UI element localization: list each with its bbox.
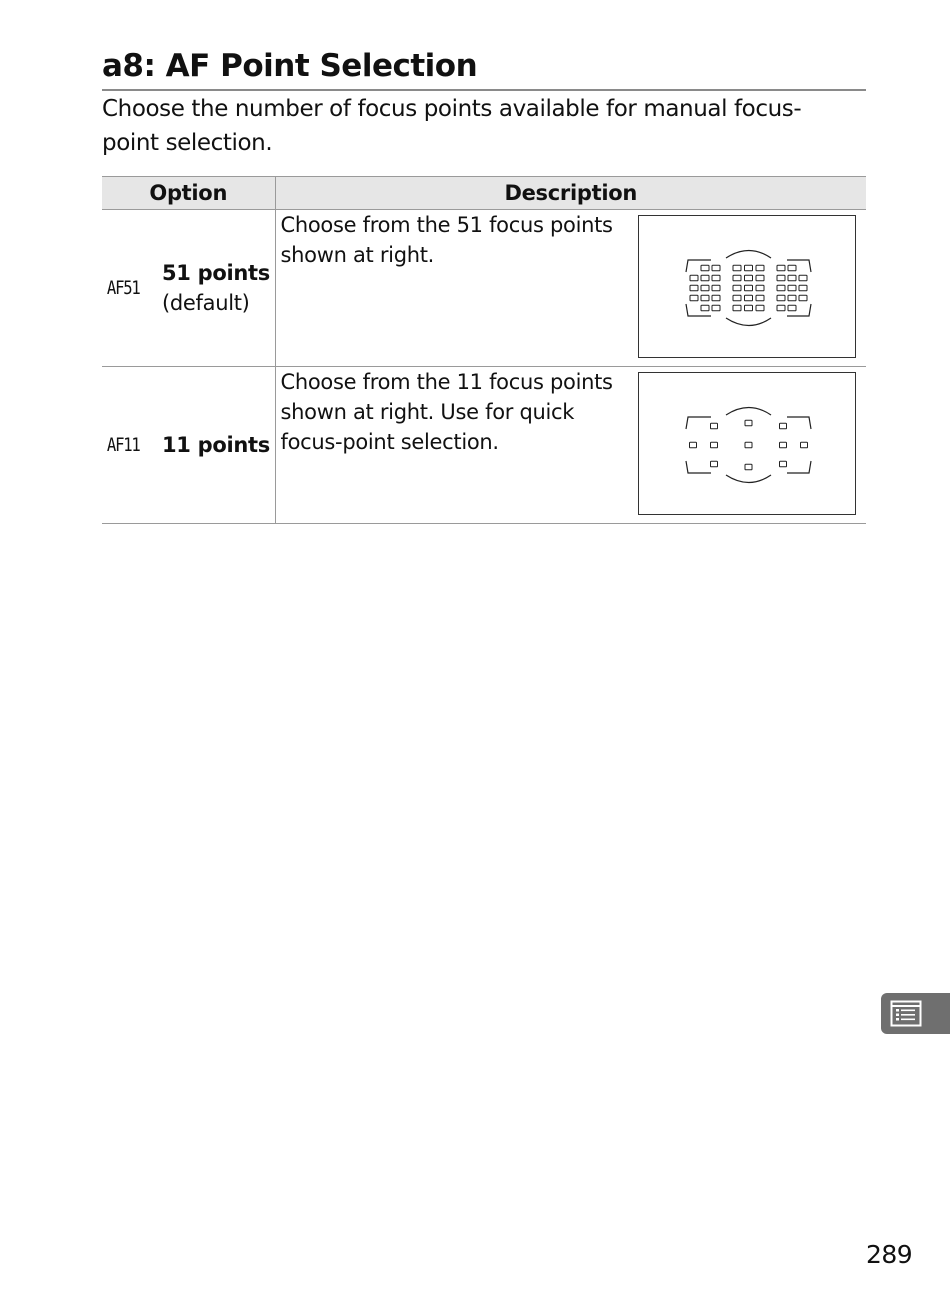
description-cell (275, 367, 866, 524)
option-description: Choose from the 51 focus points shown at right. (280, 213, 613, 267)
option-cell (102, 367, 275, 524)
focus-point (745, 420, 752, 426)
focus-point (799, 275, 807, 281)
options-table (102, 176, 866, 524)
focus-point (788, 295, 796, 301)
frame-arc (726, 408, 771, 416)
focus-points-diagram-11 (638, 372, 856, 515)
table-row (102, 210, 866, 367)
focus-points-diagram-51 (638, 215, 856, 358)
focus-point (712, 265, 720, 271)
focus-point (780, 461, 787, 467)
focus-point (777, 295, 785, 301)
focus-point (711, 461, 718, 467)
intro-text: Choose the number of focus points available for manual focus-point selection. (102, 96, 802, 156)
focus-point (756, 305, 764, 311)
option-name: 11 points (162, 433, 270, 457)
focus-point (745, 285, 753, 291)
description-cell (275, 210, 866, 367)
frame-bracket (686, 260, 711, 272)
focus-point (711, 423, 718, 429)
focus-point (690, 442, 697, 448)
af11-icon: AF11 (106, 434, 140, 456)
focus-point (701, 305, 709, 311)
frame-bracket (686, 417, 711, 429)
option-default-note: (default) (162, 291, 250, 315)
focus-point (788, 305, 796, 311)
title-divider (102, 89, 866, 91)
af-11-points-diagram (639, 373, 855, 514)
option-description: Choose from the 11 focus points shown at right. Use for quick focus-point selection. (280, 370, 613, 454)
focus-point (701, 285, 709, 291)
focus-point (712, 285, 720, 291)
focus-point (733, 275, 741, 281)
focus-point (777, 285, 785, 291)
focus-point (690, 275, 698, 281)
focus-point (712, 305, 720, 311)
table-header-row (102, 177, 866, 210)
focus-point (701, 265, 709, 271)
frame-bracket (787, 461, 811, 473)
focus-point (801, 442, 808, 448)
frame-arc (726, 318, 771, 326)
focus-point (690, 295, 698, 301)
focus-point (799, 285, 807, 291)
focus-point (788, 285, 796, 291)
focus-point (777, 305, 785, 311)
focus-point (701, 275, 709, 281)
option-cell (102, 210, 275, 367)
focus-point (756, 285, 764, 291)
page-number: 289 (866, 1240, 913, 1269)
focus-point (780, 423, 787, 429)
focus-point (788, 275, 796, 281)
focus-point (733, 265, 741, 271)
focus-point (777, 275, 785, 281)
focus-point (756, 275, 764, 281)
frame-bracket (787, 304, 811, 316)
focus-point (777, 265, 785, 271)
focus-point (690, 285, 698, 291)
custom-settings-tab (881, 993, 950, 1034)
focus-point (733, 285, 741, 291)
option-column-header: Option (102, 177, 275, 210)
af51-icon: AF51 (106, 277, 140, 299)
frame-bracket (686, 304, 711, 316)
description-column-header: Description (275, 177, 866, 210)
frame-bracket (787, 417, 811, 429)
custom-settings-menu-icon (890, 1000, 922, 1027)
frame-arc (726, 475, 771, 483)
focus-point (712, 275, 720, 281)
focus-point (745, 442, 752, 448)
focus-point (780, 442, 787, 448)
focus-point (799, 295, 807, 301)
focus-point (745, 305, 753, 311)
focus-point (745, 275, 753, 281)
focus-point (711, 442, 718, 448)
focus-point (733, 305, 741, 311)
af-51-points-diagram (639, 216, 855, 357)
focus-point (745, 295, 753, 301)
frame-bracket (787, 260, 811, 272)
focus-point (756, 265, 764, 271)
focus-point (701, 295, 709, 301)
focus-point (745, 464, 752, 470)
focus-point (745, 265, 753, 271)
frame-arc (726, 251, 771, 259)
page-title: a8: AF Point Selection (102, 48, 478, 84)
table-row (102, 367, 866, 524)
focus-point (712, 295, 720, 301)
focus-point (788, 265, 796, 271)
frame-bracket (686, 461, 711, 473)
focus-point (733, 295, 741, 301)
option-name: 51 points (162, 261, 270, 285)
focus-point (756, 295, 764, 301)
